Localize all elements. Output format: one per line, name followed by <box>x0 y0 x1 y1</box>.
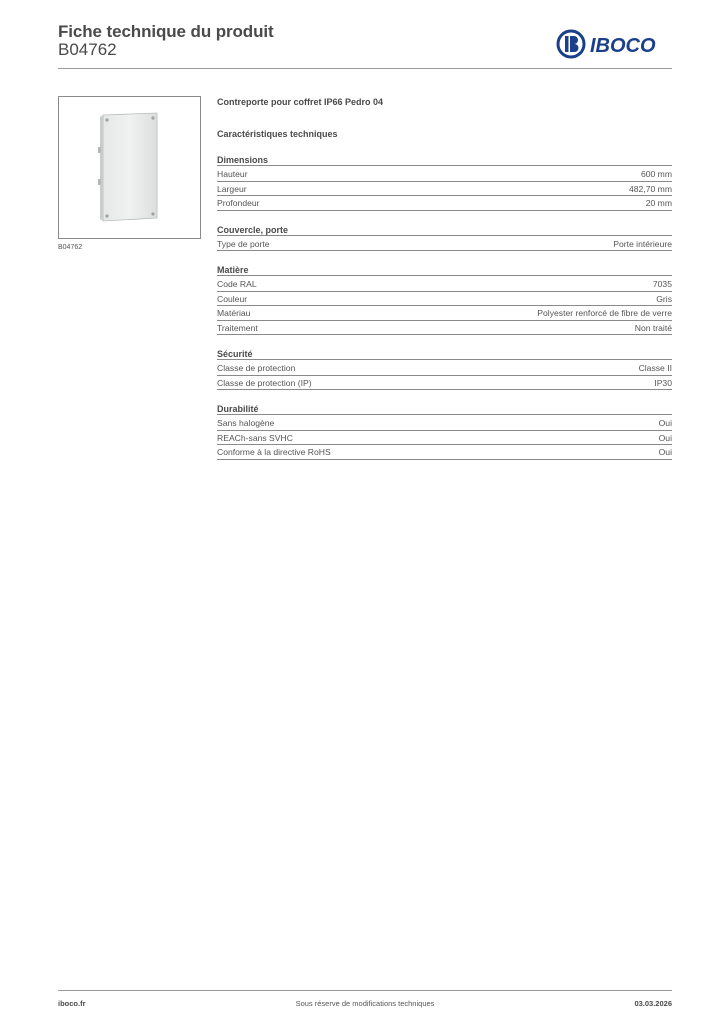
document-date: 03.03.2026 <box>634 999 672 1008</box>
spec-value: Polyester renforcé de fibre de verre <box>537 308 672 318</box>
section-cover-door <box>217 224 672 252</box>
product-code: B04762 <box>58 40 117 59</box>
spec-value: Non traité <box>634 322 672 333</box>
section-title: Sécurité <box>217 348 672 360</box>
spec-value: Oui <box>658 447 672 457</box>
spec-row <box>217 277 672 292</box>
spec-value: 482,70 mm <box>629 183 672 194</box>
spec-value: Gris <box>656 293 672 304</box>
spec-value: IP30 <box>654 377 672 388</box>
specs-heading: Caractéristiques techniques <box>217 129 338 139</box>
product-name: Contreporte pour coffret IP66 Pedro 04 <box>217 97 384 107</box>
spec-value: 20 mm <box>645 198 672 208</box>
spec-value: Oui <box>658 432 672 443</box>
section-durability <box>217 403 672 460</box>
spec-row <box>217 445 672 460</box>
spec-value: Classe II <box>638 363 672 373</box>
footer-note: Sous réserve de modifications techniques <box>295 999 435 1008</box>
section-material <box>217 264 672 335</box>
brand-wordmark: IBOCO <box>590 35 656 57</box>
spec-value: Oui <box>658 418 672 428</box>
spec-row <box>217 182 672 197</box>
spec-label: Classe de protection (IP) <box>217 377 312 388</box>
spec-label: Code RAL <box>217 279 257 289</box>
spec-label: Profondeur <box>217 198 260 208</box>
page-header <box>58 22 672 69</box>
spec-row <box>217 416 672 431</box>
spec-row <box>217 306 672 321</box>
spec-row <box>217 431 672 446</box>
section-safety <box>217 348 672 390</box>
spec-row <box>217 321 672 336</box>
section-title: Couvercle, porte <box>217 224 672 236</box>
spec-label: Conforme à la directive RoHS <box>217 447 331 457</box>
spec-label: Hauteur <box>217 169 248 179</box>
section-title: Matière <box>217 264 672 276</box>
section-dimensions <box>217 154 672 211</box>
spec-label: REACh-sans SVHC <box>217 432 293 443</box>
website-link[interactable]: iboco.fr <box>58 999 86 1008</box>
page-footer <box>58 990 672 1014</box>
spec-value: 7035 <box>652 279 672 289</box>
spec-row <box>217 292 672 307</box>
spec-value: 600 mm <box>640 169 672 179</box>
image-caption: B04762 <box>58 244 83 251</box>
section-title: Dimensions <box>217 154 672 166</box>
document-title: Fiche technique du produit <box>58 22 274 41</box>
spec-label: Largeur <box>217 183 247 194</box>
section-title: Durabilité <box>217 403 672 415</box>
spec-label: Sans halogène <box>217 418 275 428</box>
spec-label: Classe de protection <box>217 363 296 373</box>
iboco-logo-icon <box>556 29 672 59</box>
spec-row <box>217 237 672 252</box>
spec-label: Type de porte <box>217 238 270 249</box>
product-details <box>217 96 672 460</box>
spec-label: Couleur <box>217 293 248 304</box>
spec-row <box>217 167 672 182</box>
spec-label: Matériau <box>217 308 251 318</box>
spec-row <box>217 361 672 376</box>
spec-value: Porte intérieure <box>613 238 672 249</box>
door-panel-image <box>59 97 200 238</box>
spec-label: Traitement <box>217 322 258 333</box>
iboco-logo[interactable] <box>556 29 672 59</box>
spec-row <box>217 196 672 211</box>
product-image <box>58 96 201 239</box>
spec-row <box>217 376 672 391</box>
